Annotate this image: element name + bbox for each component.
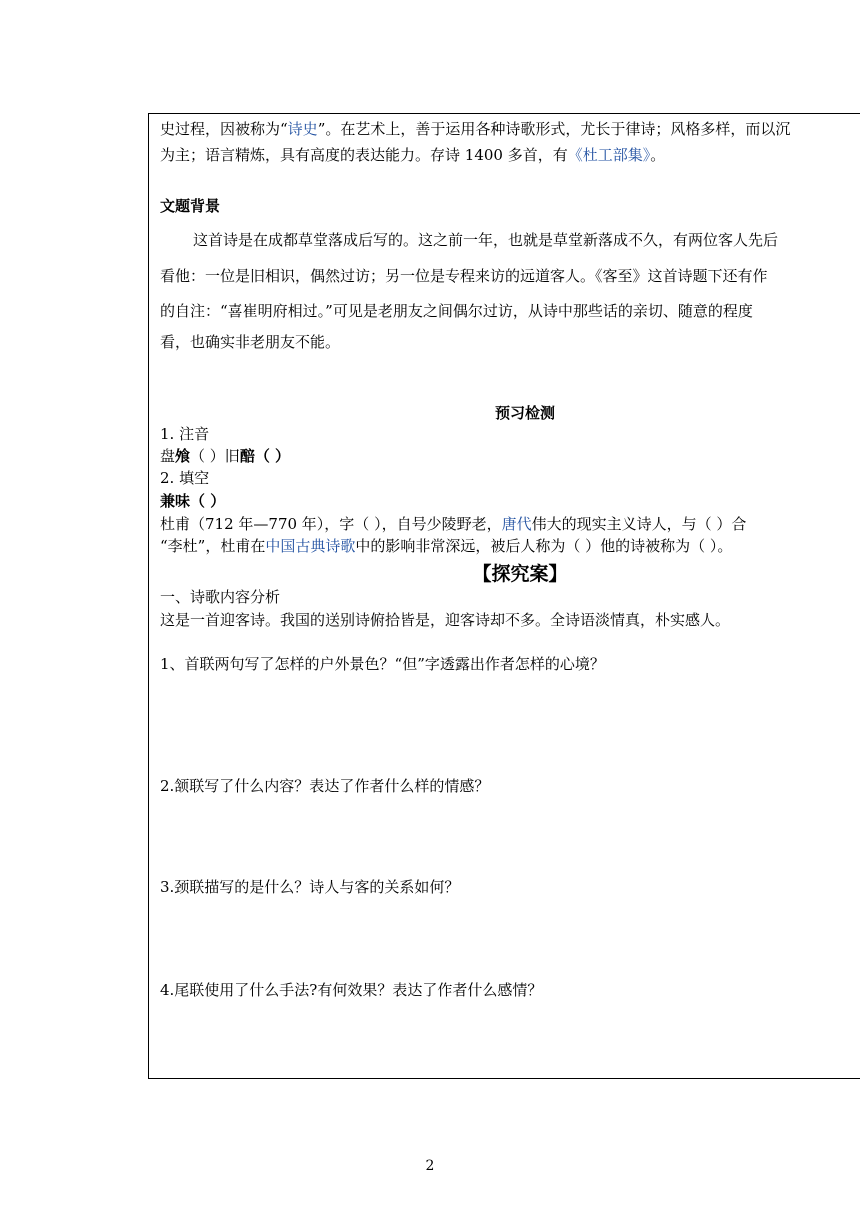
- dugongbuji-link[interactable]: 《杜工部集》: [567, 146, 651, 164]
- intro-text: 。: [650, 146, 666, 164]
- background-line: 看他：一位是旧相识，偶然过访；另一位是专程来访的远道客人。《客至》这首诗题下还有作: [160, 267, 768, 285]
- intro-line-1: [160, 120, 790, 138]
- explore-section-1: 一、诗歌内容分析: [160, 588, 281, 606]
- dufu-text: 杜甫（712 年—770 年），字（ ），自号少陵野老，: [160, 515, 502, 533]
- shishi-link[interactable]: 诗史: [287, 120, 318, 138]
- background-heading: 文题背景: [160, 197, 221, 215]
- background-line: 的自注：“喜崔明府相过。”可见是老朋友之间偶尔过访，从诗中那些话的亲切、随意的程度: [160, 302, 753, 320]
- intro-line-2: [160, 146, 665, 164]
- preview-item-2: 2. 填空: [160, 469, 210, 487]
- preview-heading: 预习检测: [494, 404, 555, 422]
- intro-text: 为主；语言精炼，具有高度的表达能力。存诗 1400 多首，有: [160, 146, 568, 164]
- dufu-text: “李杜”，杜甫在: [160, 537, 266, 555]
- pinyin-text: 盘: [160, 447, 176, 465]
- background-line: 这首诗是在成都草堂落成后写的。这之前一年，也就是草堂新落成不久，有两位客人先后: [193, 231, 779, 249]
- pinyin-line: [160, 447, 290, 465]
- dufu-text: 伟大的现实主义诗人，与（ ）合: [531, 515, 747, 533]
- tangdai-link[interactable]: 唐代: [501, 515, 532, 533]
- dufu-line-1: [160, 515, 746, 533]
- explore-intro: 这是一首迎客诗。我国的送别诗俯拾皆是，迎客诗却不多。全诗语淡情真，朴实感人。: [160, 611, 731, 629]
- question-1: 1、首联两句写了怎样的户外景色？“但”字透露出作者怎样的心境？: [160, 655, 605, 673]
- intro-text: 史过程，因被称为“: [160, 120, 288, 138]
- page-number: 2: [425, 1158, 435, 1174]
- dufu-line-2: [160, 537, 732, 555]
- gudianshige-link[interactable]: 中国古典诗歌: [265, 537, 356, 555]
- pinyin-char: 飧: [175, 447, 191, 465]
- pinyin-text: （ ）: [254, 447, 291, 465]
- fill-word: 兼味（ ）: [160, 492, 226, 510]
- explore-heading: 【探究案】: [472, 563, 568, 585]
- intro-text: ”。在艺术上，善于运用各种诗歌形式，尤长于律诗；风格多样，而以沉: [317, 120, 791, 138]
- dufu-text: 中的影响非常深远，被后人称为（ ）他的诗被称为（ ）。: [355, 537, 733, 555]
- question-4: 4.尾联使用了什么手法?有何效果？表达了作者什么感情？: [160, 981, 543, 999]
- question-3: 3.颈联描写的是什么？诗人与客的关系如何？: [160, 878, 460, 896]
- preview-item-1: 1. 注音: [160, 425, 210, 443]
- pinyin-char: 醅: [239, 447, 255, 465]
- background-line: 看，也确实非老朋友不能。: [160, 333, 341, 351]
- question-2: 2.颔联写了什么内容？表达了作者什么样的情感？: [160, 777, 490, 795]
- pinyin-text: （ ）旧: [190, 447, 240, 465]
